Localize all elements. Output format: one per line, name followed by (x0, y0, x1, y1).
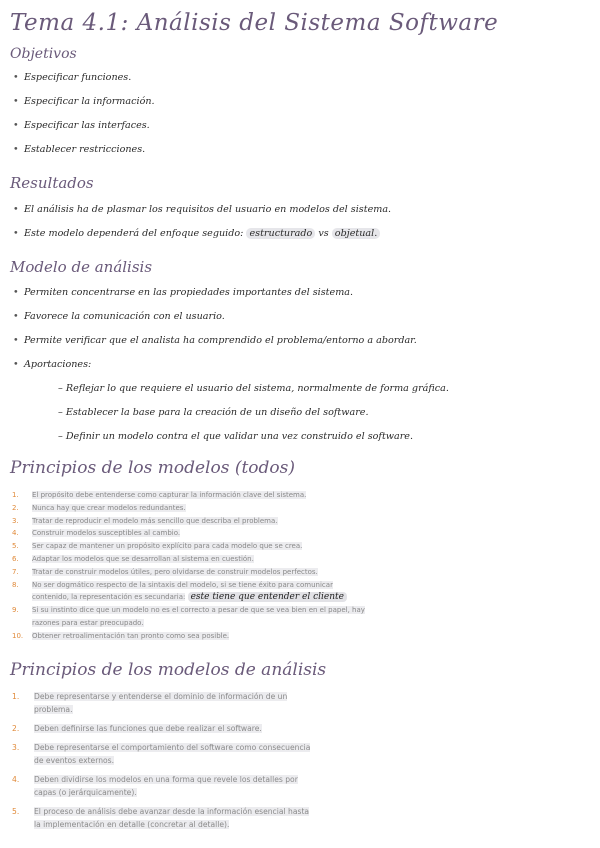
objetivos-list (10, 70, 155, 166)
item-number: 2. (12, 503, 19, 512)
item-number: 6. (12, 554, 19, 563)
list-item (12, 553, 372, 566)
list-item: • Especificar la información. (10, 94, 155, 118)
list-item (12, 773, 312, 799)
list-item (12, 502, 372, 515)
item-number: 2. (12, 724, 20, 733)
sub-item: – Reflejar lo que requiere el usuario del sistema, normalmente de forma gráfica. (58, 381, 449, 405)
modelo-heading: Modelo de análisis (10, 258, 153, 276)
list-item: • Aportaciones: (10, 357, 417, 381)
list-item-text: Este modelo dependerá del enfoque seguido: (24, 228, 244, 239)
item-number: 4. (12, 529, 19, 538)
item-text: Debe representarse el comportamiento del software como consecuencia de eventos externos. (34, 743, 311, 765)
item-number: 9. (12, 606, 19, 615)
item-number: 8. (12, 580, 19, 589)
principios-todos-list (12, 489, 372, 643)
item-text: Obtener retroalimentación tan pronto como sea posible. (32, 631, 230, 640)
handwritten-note: este tiene que entender el cliente (188, 592, 347, 602)
item-number: 3. (12, 516, 19, 525)
item-number: 1. (12, 491, 19, 499)
highlight-structured: estructurado (246, 228, 315, 239)
list-item: • Favorece la comunicación con el usuario. (10, 309, 417, 333)
list-item (12, 540, 372, 553)
list-item (12, 489, 372, 502)
principios-todos-heading: Principios de los modelos (todos) (10, 458, 296, 478)
list-item: • Establecer restricciones. (10, 142, 155, 166)
item-number: 4. (12, 775, 20, 784)
item-number: 3. (12, 743, 20, 752)
list-item (12, 604, 372, 630)
item-text: Tratar de construir modelos útiles, pero olvidarse de construir modelos perfectos. (32, 567, 318, 576)
item-text: El propósito debe entenderse como capturar la información clave del sistema. (32, 491, 307, 499)
item-text: El proceso de análisis debe avanzar desde la información esencial hasta la implementación en detalle (concretar al detalle). (34, 807, 310, 829)
list-item (12, 527, 372, 540)
list-item: • Permiten concentrarse en las propiedades importantes del sistema. (10, 285, 417, 309)
page-title: Tema 4.1: Análisis del Sistema Software (10, 10, 499, 36)
item-number: 10. (12, 631, 24, 640)
item-text: Adaptar los modelos que se desarrollan al sistema en cuestión. (32, 554, 254, 563)
item-number: 1. (12, 692, 20, 701)
principios-analisis-heading: Principios de los modelos de análisis (10, 660, 327, 680)
item-text: Debe representarse y entenderse el dominio de información de un problema. (34, 692, 288, 714)
list-item (10, 226, 391, 250)
list-item (12, 741, 312, 767)
item-number: 5. (12, 807, 20, 816)
item-number: 7. (12, 567, 19, 576)
list-item: • Especificar las interfaces. (10, 118, 155, 142)
item-text: Ser capaz de mantener un propósito explícito para cada modelo que se crea. (32, 542, 303, 551)
list-item (12, 515, 372, 528)
list-item (12, 690, 312, 716)
item-text: Deben definirse las funciones que debe realizar el software. (34, 724, 262, 733)
item-text: Tratar de reproducir el modelo más sencillo que describa el problema. (32, 516, 278, 525)
item-text: Nunca hay que crear modelos redundantes. (32, 503, 186, 512)
item-text: Si su instinto dice que un modelo no es el correcto a pesar de que se vea bien en el papel, hay razones para estar preocupado. (32, 606, 365, 627)
principios-analisis-list (12, 690, 312, 837)
resultados-heading: Resultados (10, 174, 94, 192)
list-item (12, 722, 312, 735)
objetivos-heading: Objetivos (10, 46, 77, 62)
list-item (12, 630, 372, 643)
list-item: • El análisis ha de plasmar los requisitos del usuario en modelos del sistema. (10, 202, 391, 226)
item-number: 5. (12, 542, 19, 551)
item-text: Construir modelos susceptibles al cambio. (32, 529, 181, 538)
list-item (12, 566, 372, 579)
aportaciones-list (58, 381, 449, 453)
sub-item: – Definir un modelo contra el que validar una vez construido el software. (58, 429, 449, 453)
highlight-object: objetual. (332, 228, 380, 239)
list-item: • Permite verificar que el analista ha comprendido el problema/entorno a abordar. (10, 333, 417, 357)
list-item: • Especificar funciones. (10, 70, 155, 94)
list-item (12, 805, 312, 831)
connector-text: vs (318, 228, 329, 239)
item-text: Deben dividirse los modelos en una forma que revele los detalles por capas (o jerárquicamente). (34, 775, 298, 797)
sub-item: – Establecer la base para la creación de un diseño del software. (58, 405, 449, 429)
resultados-list (10, 202, 391, 250)
modelo-list (10, 285, 417, 381)
item-text: No ser dogmático respecto de la sintaxis del modelo, si se tiene éxito para comunicar contenido, la representación es secundaria: (32, 580, 333, 602)
list-item (12, 579, 372, 605)
